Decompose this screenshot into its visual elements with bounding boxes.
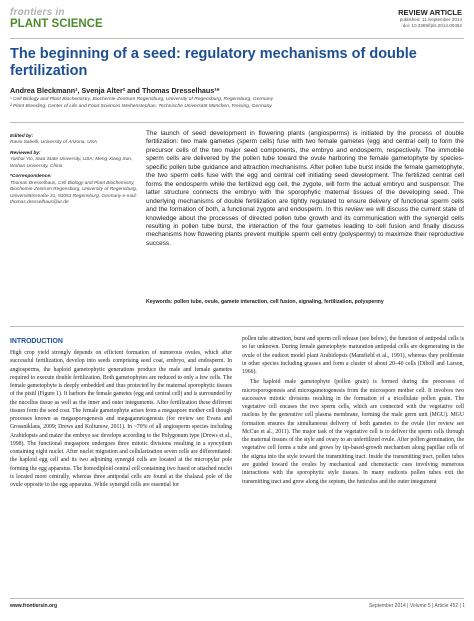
reviewed-by-label: Reviewed by: [10,150,41,156]
journal-logo [10,8,130,31]
section-heading-introduction: INTRODUCTION [10,338,63,345]
issue-info: September 2014 | Volume 5 | Article 452 | 1 [368,603,465,609]
footer-divider [10,598,464,599]
doi-link[interactable]: doi: 10.3389/fpls.2014.00452 [402,23,462,29]
logo-line-2: PLANT SCIENCE [10,18,103,30]
body-column-right [242,335,464,486]
affiliation-2: ² Plant Breeding, Center of Life and Food Sciences Weihenstephan, Technische Universität München, Freising, Germany [10,104,272,109]
edited-by-label: Edited by: [10,134,34,139]
correspondence-label: *Correspondence: [10,174,52,180]
article-title: The beginning of a seed: regulatory mechanisms of double fertilization [10,46,417,80]
editorial-sidebar [10,130,140,207]
intro-paragraph-1: High crop yield strongly depends on efficient formation of numerous ovules, which after successful fertilization, develop into seeds comprising seed coat, embryo, and endosperm. In angiosperms, the haploid gametophytic generations produce the male and female gametes required to execute double fertilization. Both gametophytes are reduced to only a few cells. The female gametophyte is deeply embedded and thus protected by the maternal sporophytic tissues of the pistil (Figure 1). It harbors the female gametes (egg and central cell) and is surrounded by the nucellus tissue as well as the inner and outer integuments. After fertilization these different tissues form the seed coat. The female gametophyte arises from a megaspore mother cell though processes known as megasporogenesis and megagametogenesis (for review see Evans and Grossniklaus, 2009; Drews and Koltunow, 2011). In ~70% of all angiosperm species including Arabidopsis and maize the embryo sac develops according to the Polygonum type (Drews et al., 1998). The functional megaspore undergoes three mitotic divisions resulting in a syncytium containing eight nuclei. After nuclei migration and cellularization seven cells are differentiated: the haploid egg cell and its two adjoining synergid cells are located at the micropylar pole forming the egg apparatus. The homodiploid central cell containing two fused or attached nuclei is located more centrally, whereas three antipodal cells are found at the chalazal pole of the ovule opposite to the egg apparatus. While synergid cells are essential for [10,350,232,489]
reviewed-by-value: Yanhai Yin, Iowa State University, USA; Meng-Xiang Sun, Wuhan University, China [10,157,133,169]
abstract-text: The launch of seed development in flowering plants (angiosperms) is initiated by the process of double fertilization: two male gametes (sperm cells) fuse with two female gametes (egg and central cell) to form the precursor cells of the two major seed components, the embryo and endosperm, respectively. The immobile sperm cells are delivered by the pollen tube toward the ovule harboring the female gametophyte by species-specific pollen tube guidance and attraction mechanisms. After pollen tube burst inside the female gametophyte, the two sperm cells fuse with the egg and central cell initiating seed development. The fertilized central cell forms the endosperm while the fertilized egg cell, the zygote, will form the actual embryo and suspensor. The latter structure connects the embryo with the sporophytic maternal tissues of the developing seed. The underlying mechanisms of double fertilization are tightly regulated to ensure delivery of functional sperm cells and the formation of both, a functional zygote and endosperm. In this review we will discuss the current state of knowledge about the processes of directed pollen tube growth and its communication with the synergid cells resulting in pollen tube burst, the interaction of the four gametes leading to cell fusion and finally discuss mechanisms how flowering plants prevent multiple sperm cell entry (polyspermy) to maximize their reproductive success. [146,130,464,247]
title-divider [10,122,464,123]
author-list: Andrea Bleckmann¹, Svenja Alter² and Thomas Dresselhaus¹* [10,86,220,95]
edited-by-value: Ravio Sabelli, University of Arizona, USA [10,140,97,146]
intro-paragraph-3: The haploid male gametophyte (pollen grain) is formed during the processes of microsporogenesis and microgametogenesis from the microspore mother cell. It involves two successive mitotic divisions resulting in the formation of a tricellulate pollen grain. The vegetative cell encases the two sperm cells, which are connected with the vegetative cell nucleus by the generative cell plasma membrane, forming the male germ unit (MGU). MGU formation ensures the simultaneous delivery of both gametes to the ovule (for review see McCue et al., 2011). The major task of the vegetative cell is to deliver the sperm cells through the maternal tissues of the style and ovary to an unfertilized ovule. After pollen germination, the vegetative cell forms a tube and grows by tip-based-growth mechanism along papillae cells of the stigma into the style toward the transmitting tract. Inside the transmitting tract, pollen tubes are guided toward the ovules by mechanical and chemotactic cues involving numerous interactions with the sporophytic style tissues. In many eudicots pollen tubes exit the transmitting tract and grow along the septum, the funiculus and the outer integument [242,379,464,485]
page-footer [10,603,465,609]
article-meta [342,8,462,29]
keywords: Keywords: pollen tube, ovule, gamete interaction, cell fusion, signaling, fertilization, polyspermy [146,299,384,305]
intro-paragraph-2: pollen tube attraction, burst and sperm cell release (see below), the function of antipodal cells is so far unknown. During female gametophyte maturation antipodal cells are degenerating in the ovule of the eudicot model plant Arabidopsis (Mansfield et al., 1991), whereas they proliferate in other species including grasses and form a cluster of about 20–40 cells (Diboll and Larson, 1966). [242,336,464,376]
article-type: REVIEW ARTICLE [398,8,462,17]
body-column-left [10,349,232,490]
logo-line-1: frontiers in [10,7,65,18]
header-divider [10,38,464,39]
affiliation-1: ¹ Cell Biology and Plant Biochemistry, Biochemie-Zentrum Regensburg, University of Regensburg, Regensburg, Germany [10,97,274,102]
published-date: published: 11 September 2014 [399,17,462,23]
journal-website-link[interactable]: www.frontiersin.org [10,603,58,609]
abstract-divider [10,326,464,327]
correspondence-value: Thomas Dresselhaus, Cell Biology and Plant Biochemistry, Biochemie-Zentrum Regensburg, University of Regensburg, Universitätsstraße 31, 93053 Regensburg, Germany e-mail: thomas.dresselhaus@ur.de [10,180,138,206]
